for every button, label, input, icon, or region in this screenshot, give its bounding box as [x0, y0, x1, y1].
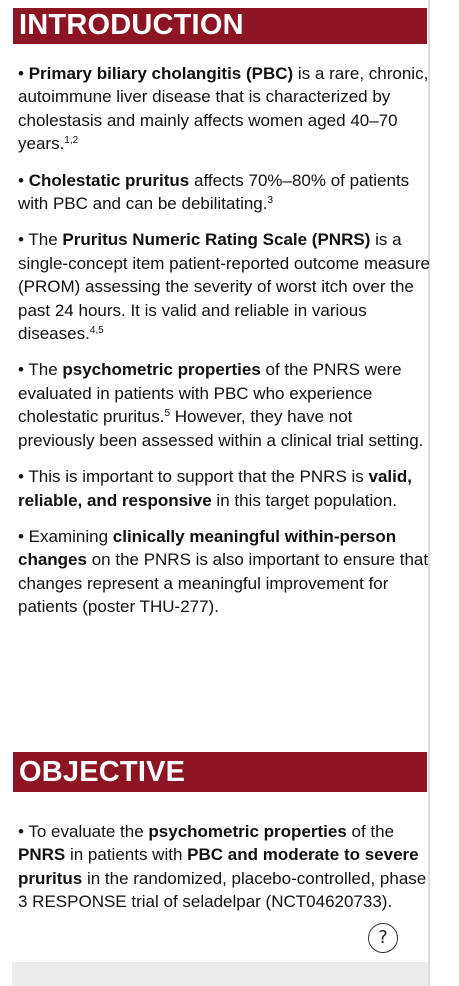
bullet-text: •	[18, 170, 29, 190]
bold-text: psychometric properties	[148, 822, 347, 841]
bullet-text: of the PNRS were evaluated in patients with PBC who experience cholestatic pruritus.	[18, 360, 402, 427]
bullet-text: in the randomized, placebo-controlled, phase 3 RESPONSE trial of seladelpar (NCT04620733).	[18, 868, 427, 912]
help-button[interactable]	[368, 923, 398, 953]
bold-text: Pruritus Numeric Rating Scale (PNRS)	[62, 230, 371, 250]
reference-superscript: 4,5	[89, 325, 104, 337]
bullet-text: in this target population.	[211, 490, 397, 510]
introduction-bullet	[18, 62, 430, 156]
objective-title: OBJECTIVE	[19, 756, 186, 788]
introduction-title: INTRODUCTION	[19, 9, 244, 41]
introduction-bullet-list	[18, 62, 430, 632]
bold-text: PBC and moderate to severe pruritus	[18, 845, 419, 888]
bold-text: valid, reliable, and responsive	[18, 467, 412, 510]
bullet-text: of the	[346, 822, 395, 841]
introduction-bullet	[18, 525, 430, 619]
bold-text: clinically meaningful within-person changes	[18, 526, 397, 570]
bold-text: Primary biliary cholangitis (PBC)	[28, 64, 294, 83]
bullet-text: • The	[18, 360, 63, 380]
objective-header	[13, 752, 427, 792]
panel-footer-strip	[12, 962, 428, 986]
bullet-text: • Examining	[18, 526, 113, 546]
introduction-bullet	[18, 228, 430, 345]
bullet-text: is a single-concept item patient-reported outcome measure (PROM) assessing the severity of worst itch over the past 24 hours. It is valid and reliable in various diseases.	[18, 230, 430, 344]
bullet-text: • To evaluate the	[18, 822, 149, 841]
bullet-text: is a rare, chronic, autoimmune liver disease that is characterized by cholestasis and mainly affects women aged 40–70 years.	[18, 64, 429, 154]
introduction-header	[13, 8, 427, 44]
bold-text: Cholestatic pruritus	[28, 170, 190, 190]
bullet-text: However, they have not previously been assessed within a clinical trial setting.	[18, 407, 424, 450]
bullet-text: on the PNRS is also important to ensure that changes represent a meaningful improvement for patients (poster THU-277).	[18, 550, 429, 617]
reference-superscript: 1,2	[64, 135, 79, 147]
reference-superscript: 5	[164, 408, 171, 420]
bullet-text: affects 70%–80% of patients with PBC and can be debilitating.	[18, 170, 410, 214]
introduction-bullet	[18, 169, 430, 216]
introduction-bullet	[18, 465, 430, 512]
bullet-text: •	[18, 64, 29, 83]
reference-superscript: 3	[267, 195, 274, 207]
bullet-text: • The	[18, 230, 63, 250]
bold-text: psychometric properties	[62, 360, 261, 380]
objective-bullet-list	[18, 820, 430, 927]
objective-bullet	[18, 820, 430, 914]
introduction-bullet	[18, 358, 430, 452]
bold-text: PNRS	[18, 845, 66, 865]
bullet-text: • This is important to support that the PNRS is	[18, 467, 369, 487]
question-circle-icon: ?	[378, 927, 388, 948]
bullet-text: in patients with	[65, 845, 188, 865]
